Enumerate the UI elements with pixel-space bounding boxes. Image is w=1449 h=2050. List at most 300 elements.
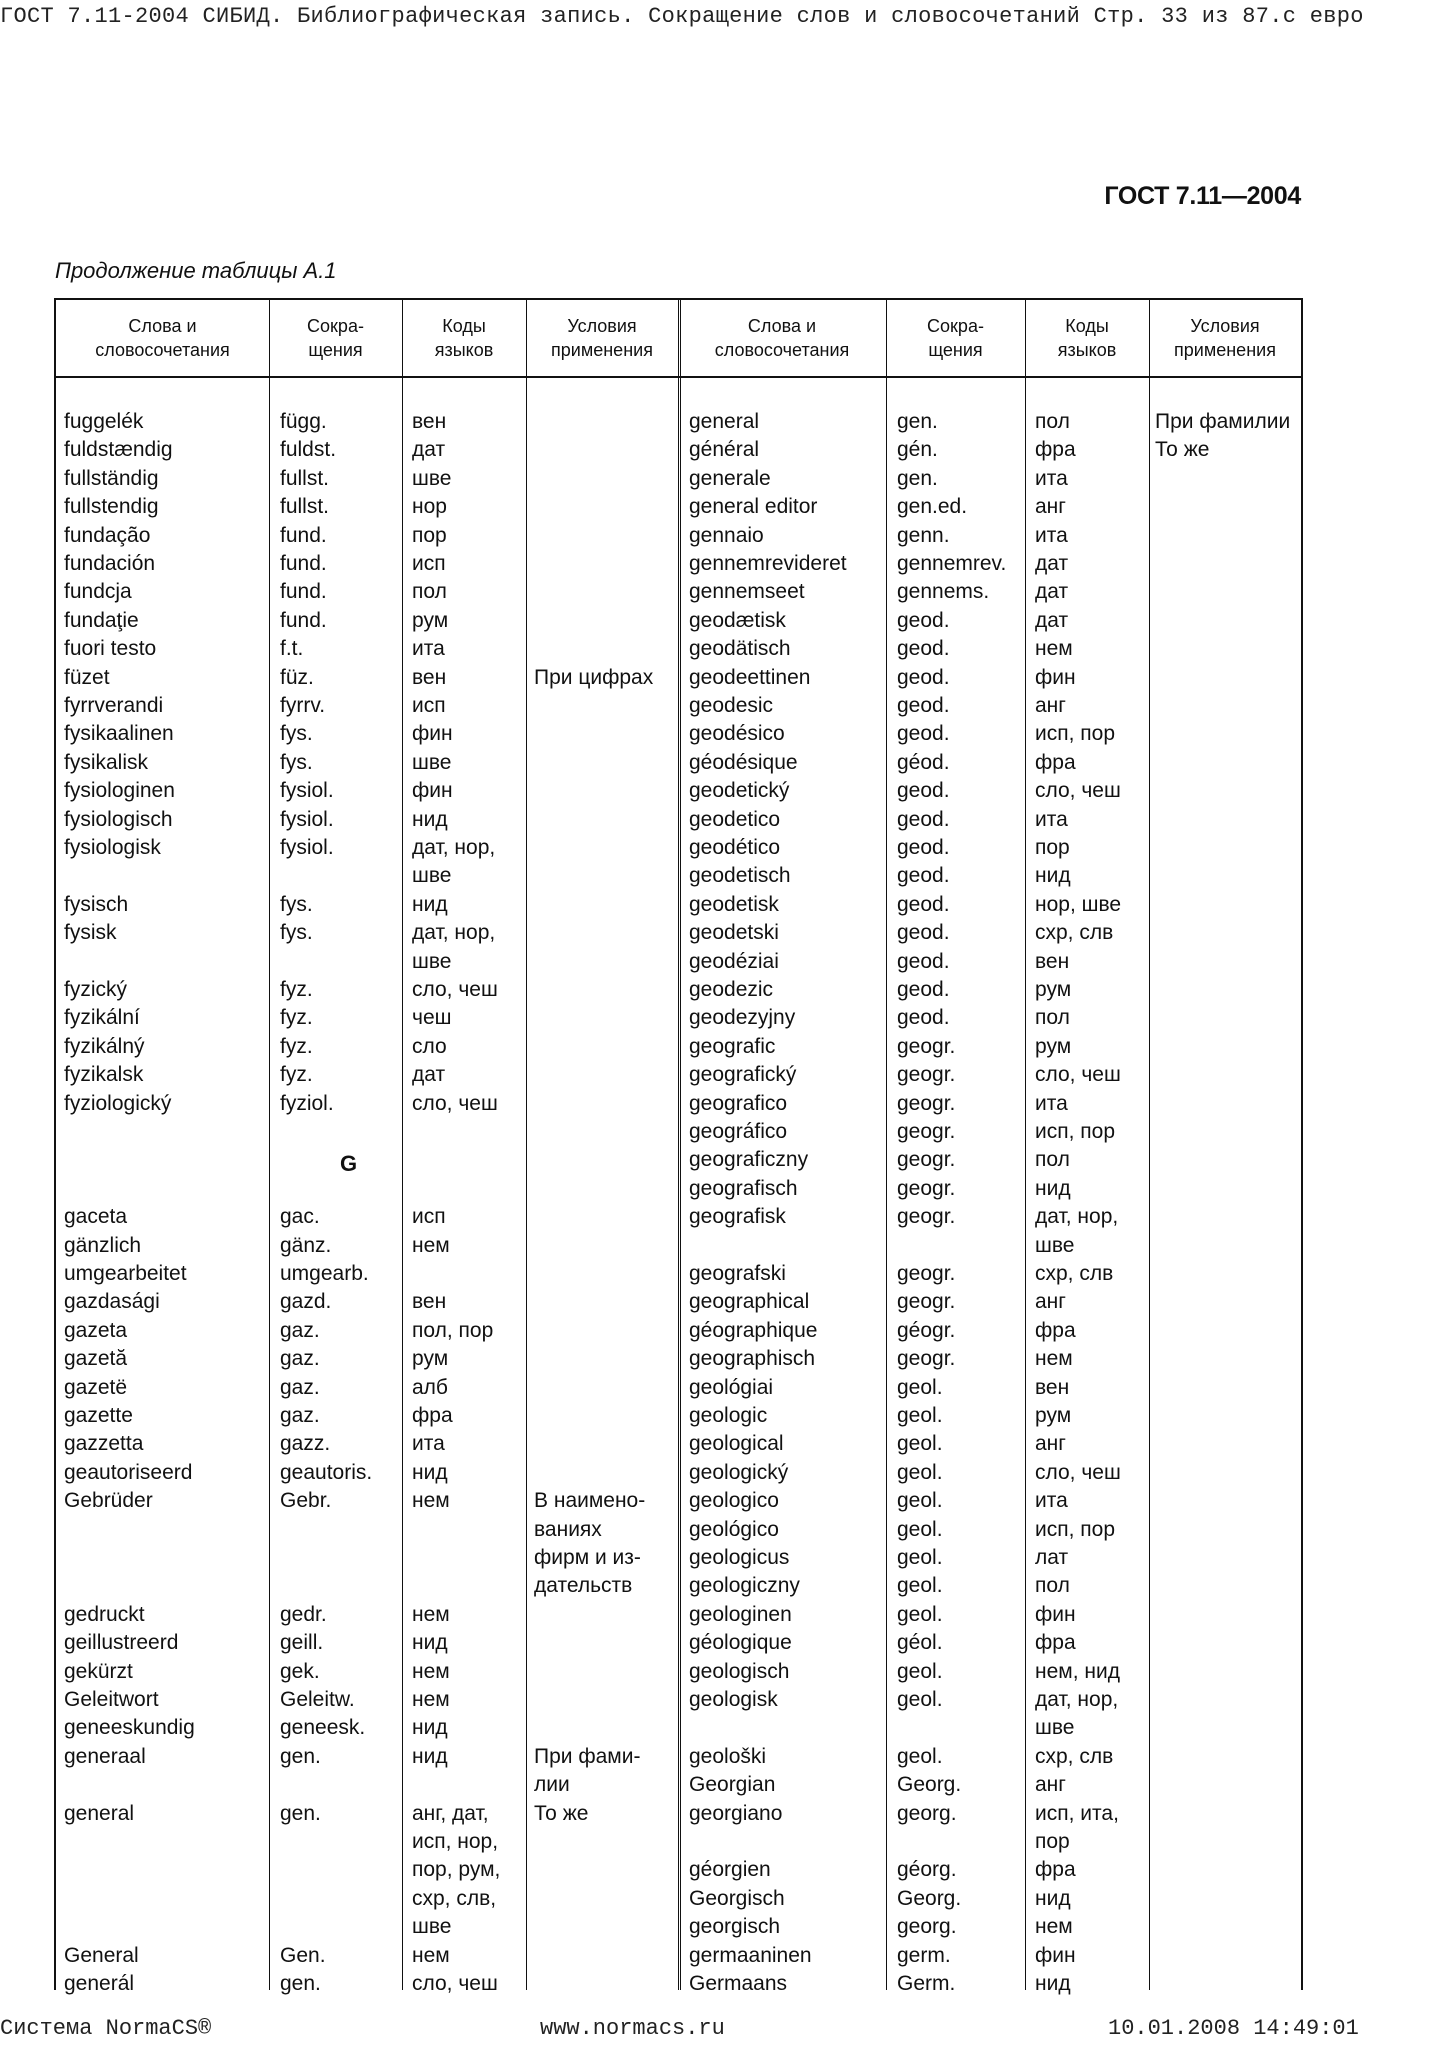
- table-cell: geodätisch: [689, 637, 791, 661]
- table-cell: fysikalisk: [64, 750, 149, 774]
- table-cell: шве: [412, 466, 452, 490]
- table-cell: рум: [1035, 1034, 1072, 1058]
- table-cell: general: [64, 1801, 135, 1825]
- table-cell: пол, пор: [412, 1318, 494, 1342]
- table-cell: géod.: [897, 750, 950, 774]
- column-divider: [526, 300, 527, 1990]
- table-cell: geogr.: [897, 1063, 956, 1087]
- table-cell: fysiol.: [280, 807, 334, 831]
- table-cell: пол: [1035, 1574, 1070, 1598]
- table-cell: fundaţie: [64, 608, 139, 632]
- table-cell: gek.: [280, 1659, 320, 1683]
- table-cell: анг, дат,: [412, 1801, 489, 1825]
- table-cell: geodeettinen: [689, 665, 811, 689]
- column-header: Слова и словосочетания: [95, 316, 230, 360]
- table-cell: fysiologisk: [64, 836, 161, 859]
- table-cell: fysikaalinen: [64, 722, 174, 746]
- table-cell: fund.: [280, 552, 327, 575]
- table-cell: fys.: [280, 921, 313, 945]
- table-cell: В наимено-: [534, 1489, 646, 1513]
- table-cell: исп, пор: [1035, 1120, 1116, 1143]
- table-cell: geodætisk: [689, 608, 786, 632]
- table-cell: исп, пор: [1035, 722, 1116, 746]
- table-cell: fyz.: [280, 1063, 313, 1087]
- table-cell: дат, нор,: [1035, 1688, 1119, 1711]
- table-cell: geographisch: [689, 1347, 816, 1371]
- table-cell: фин: [1035, 665, 1076, 689]
- table-cell: То же: [1155, 438, 1210, 462]
- table-cell: фра: [1035, 750, 1076, 774]
- section-letter-g: G: [340, 1151, 358, 1176]
- table-cell: рум: [412, 1347, 449, 1371]
- table-cell: geografic: [689, 1034, 776, 1058]
- table-cell: geogr.: [897, 1148, 956, 1172]
- table-cell: genn.: [897, 523, 950, 547]
- table-cell: фин: [1035, 1943, 1076, 1967]
- table-cell: вен: [1035, 949, 1070, 973]
- table-cell: нем, нид: [1035, 1659, 1120, 1683]
- column-divider: [402, 300, 403, 1990]
- table-cell: geográfico: [689, 1120, 788, 1143]
- table-cell: geodezic: [689, 978, 774, 1001]
- table-cell: дат: [412, 438, 446, 462]
- table-cell: generaal: [64, 1744, 146, 1768]
- table-cell: дат, нор,: [412, 921, 496, 945]
- table-cell: geologinen: [689, 1602, 792, 1626]
- table-cell: fund.: [280, 523, 327, 547]
- table-cell: Georgisch: [689, 1886, 785, 1910]
- table-cell: нем: [1035, 637, 1073, 661]
- table-cell: рум: [1035, 978, 1072, 1001]
- table-cell: geografisch: [689, 1176, 798, 1200]
- table-cell: gazzetta: [64, 1432, 144, 1456]
- table-cell: gen.: [280, 1801, 321, 1825]
- page-footer: [0, 2016, 1449, 2046]
- table-cell: geod.: [897, 722, 950, 746]
- table-cell: geologico: [689, 1489, 779, 1513]
- table-cell: geogr.: [897, 1034, 956, 1058]
- table-cell: geodéziai: [689, 949, 779, 973]
- table-cell: fullst.: [280, 466, 330, 490]
- table-cell: шве: [412, 1915, 452, 1939]
- table-cell: лии: [534, 1773, 570, 1797]
- table-cell: fuori testo: [64, 637, 157, 661]
- table-cell: фин: [1035, 1602, 1076, 1626]
- table-cell: fyz.: [280, 978, 313, 1001]
- table-cell: gennemseet: [689, 580, 805, 604]
- table-cell: анг: [1035, 495, 1066, 519]
- table-cell: анг: [1035, 1773, 1066, 1797]
- table-cell: ваниях: [534, 1517, 602, 1541]
- table-cell: geogr.: [897, 1091, 956, 1115]
- table-cell: f.t.: [280, 637, 304, 661]
- table-cell: gänzlich: [64, 1233, 142, 1257]
- table-cell: géographique: [689, 1318, 818, 1342]
- table-cell: géologique: [689, 1631, 792, 1655]
- table-cell: шве: [412, 949, 452, 973]
- table-cell: сло, чеш: [412, 1972, 498, 1995]
- table-cell: geograficzny: [689, 1148, 809, 1172]
- table-cell: фин: [412, 722, 453, 746]
- table-cell: geografisk: [689, 1205, 786, 1229]
- table-cell: geod.: [897, 864, 950, 888]
- table-cell: вен: [412, 665, 447, 689]
- table-cell: gazetë: [64, 1375, 128, 1399]
- table-cell: fys.: [280, 722, 313, 746]
- table-cell: geol.: [897, 1659, 943, 1683]
- table-cell: исп: [412, 694, 446, 717]
- table-cell: géol.: [897, 1631, 943, 1655]
- table-cell: gen.: [280, 1744, 321, 1768]
- footer-link[interactable]: www.normacs.ru: [540, 2016, 725, 2041]
- table-cell: пол: [1035, 410, 1070, 433]
- table-cell: georg.: [897, 1801, 957, 1825]
- table-cell: gén.: [897, 438, 938, 462]
- table-cell: geod.: [897, 608, 950, 632]
- table-cell: geod.: [897, 978, 950, 1001]
- table-cell: gen.: [280, 1972, 321, 1995]
- table-cell: geológiai: [689, 1375, 774, 1399]
- table-cell: fyz.: [280, 1006, 313, 1030]
- table-cell: фирм и из-: [534, 1546, 641, 1569]
- table-cell: fuggelék: [64, 410, 144, 433]
- table-cell: вен: [1035, 1375, 1070, 1399]
- table-cell: gennaio: [689, 523, 764, 547]
- table-cell: geol.: [897, 1517, 943, 1541]
- table-cell: пор, рум,: [412, 1858, 501, 1882]
- table-cell: нем: [412, 1233, 450, 1257]
- table-cell: geol.: [897, 1404, 943, 1427]
- table-cell: ита: [412, 1432, 445, 1456]
- table-cell: gen.: [897, 466, 938, 490]
- table-cell: General: [64, 1943, 139, 1967]
- table-cell: фра: [412, 1404, 453, 1427]
- footer-left: Система NormaCS®: [0, 2016, 212, 2041]
- table-cell: Georgian: [689, 1773, 776, 1797]
- table-cell: geološki: [689, 1744, 767, 1768]
- table-cell: géorg.: [897, 1858, 957, 1882]
- table-cell: geogr.: [897, 1262, 956, 1285]
- table-cell: дат: [412, 1063, 446, 1087]
- table-cell: generale: [689, 466, 771, 490]
- table-cell: Geleitw.: [280, 1688, 355, 1711]
- table-cell: geol.: [897, 1375, 943, 1399]
- table-cell: fundcja: [64, 580, 132, 604]
- table-cell: рум: [1035, 1404, 1072, 1427]
- table-cell: gazd.: [280, 1290, 332, 1314]
- table-cell: geod.: [897, 836, 950, 859]
- table-cell: gen.ed.: [897, 495, 968, 519]
- table-cell: алб: [412, 1375, 448, 1399]
- table-cell: géorgien: [689, 1858, 771, 1882]
- table-cell: geol.: [897, 1489, 943, 1513]
- table-cell: fys.: [280, 750, 313, 774]
- table-cell: geogr.: [897, 1347, 956, 1371]
- table-cell: gazdasági: [64, 1290, 160, 1314]
- table-cell: geillustreerd: [64, 1631, 179, 1655]
- table-cell: дат: [1035, 608, 1069, 632]
- table-cell: gedruckt: [64, 1602, 145, 1626]
- table-cell: вен: [412, 410, 447, 433]
- table-cell: fullständig: [64, 466, 159, 490]
- table-cell: При фамилии: [1155, 410, 1291, 433]
- table-cell: gaz.: [280, 1318, 320, 1342]
- table-cell: сло, чеш: [1035, 1063, 1121, 1087]
- table-cell: general: [689, 410, 760, 433]
- table-cell: сло: [412, 1034, 447, 1058]
- table-cell: geod.: [897, 807, 950, 831]
- table-cell: исп, ита,: [1035, 1801, 1119, 1825]
- table-cell: geod.: [897, 949, 950, 973]
- table-cell: geod.: [897, 892, 950, 916]
- table-cell: geologisch: [689, 1659, 790, 1683]
- table-cell: fysisch: [64, 892, 129, 916]
- column-header: Сокра- щения: [927, 316, 984, 360]
- table-cell: fyrrv.: [280, 694, 326, 717]
- table-cell: пол: [1035, 1006, 1070, 1030]
- table-cell: схр, слв: [1035, 921, 1114, 945]
- table-cell: При цифрах: [534, 665, 654, 689]
- table-cell: рум: [412, 608, 449, 632]
- table-cell: gac.: [280, 1205, 320, 1229]
- table-cell: geogr.: [897, 1205, 956, 1229]
- table-cell: geological: [689, 1432, 784, 1456]
- table-cell: То же: [534, 1801, 589, 1825]
- table-cell: Gebr.: [280, 1489, 332, 1513]
- table-cell: нем: [412, 1602, 450, 1626]
- table-cell: gaz.: [280, 1347, 320, 1371]
- table-cell: шве: [1035, 1233, 1075, 1257]
- table-cell: germ.: [897, 1943, 951, 1967]
- table-cell: лат: [1035, 1546, 1069, 1569]
- table-cell: fysiologinen: [64, 779, 175, 803]
- table-cell: нем: [412, 1659, 450, 1683]
- table-cell: чеш: [412, 1006, 452, 1030]
- footer-timestamp: 10.01.2008 14:49:01: [1108, 2016, 1359, 2041]
- table-cell: Geleitwort: [64, 1688, 159, 1711]
- column-divider: [678, 300, 681, 1990]
- table-cell: germaaninen: [689, 1943, 812, 1967]
- table-caption: Продолжение таблицы А.1: [55, 258, 337, 283]
- table-cell: исп, пор: [1035, 1517, 1116, 1541]
- table-cell: georgisch: [689, 1915, 781, 1939]
- page-header: ГОСТ 7.11-2004 СИБИД. Библиографическая запись. Сокращение слов и словосочетаний Стр. 33 из 87.с евро: [0, 4, 1364, 29]
- table-cell: фра: [1035, 438, 1076, 462]
- table-cell: анг: [1035, 1290, 1066, 1314]
- table-cell: исп: [412, 552, 446, 575]
- table-cell: fyzikální: [64, 1006, 140, 1030]
- table-cell: fund.: [280, 580, 327, 604]
- table-cell: фра: [1035, 1631, 1076, 1655]
- table-cell: fuldstændig: [64, 438, 173, 462]
- table-cell: нем: [1035, 1915, 1073, 1939]
- table-cell: нид: [412, 1460, 448, 1484]
- table-cell: geod.: [897, 921, 950, 945]
- table-cell: geogr.: [897, 1176, 956, 1200]
- table-cell: фин: [412, 779, 453, 803]
- table-cell: geodésico: [689, 722, 785, 746]
- table-cell: gazz.: [280, 1432, 331, 1456]
- table-cell: geogr.: [897, 1290, 956, 1314]
- table-cell: сло, чеш: [412, 1091, 498, 1115]
- table-cell: füz.: [280, 665, 314, 689]
- table-cell: geodetico: [689, 807, 781, 831]
- table-header: [56, 300, 1301, 378]
- table-cell: дат: [1035, 552, 1069, 575]
- table-cell: generál: [64, 1972, 135, 1995]
- table-cell: geogr.: [897, 1120, 956, 1143]
- table-cell: анг: [1035, 1432, 1066, 1456]
- table-cell: нем: [1035, 1347, 1073, 1371]
- table-cell: Georg.: [897, 1773, 962, 1797]
- table-cell: geneesk.: [280, 1716, 366, 1740]
- table-cell: fund.: [280, 608, 327, 632]
- table-cell: füzet: [64, 665, 110, 689]
- table-cell: нид: [1035, 1972, 1071, 1995]
- table-cell: geológico: [689, 1517, 779, 1541]
- column-header: Условия применения: [1174, 316, 1276, 360]
- table-cell: шве: [412, 750, 452, 774]
- table-cell: сло, чеш: [1035, 779, 1121, 803]
- table-cell: géodésique: [689, 750, 798, 774]
- table-cell: нор, шве: [1035, 892, 1122, 916]
- table-cell: схр, слв: [1035, 1262, 1114, 1285]
- column-header: Коды языков: [434, 316, 494, 360]
- table-cell: fys.: [280, 892, 313, 916]
- table-cell: fysiol.: [280, 779, 334, 803]
- table-cell: geol.: [897, 1688, 943, 1711]
- table-cell: gen.: [897, 410, 938, 433]
- table-cell: нем: [412, 1489, 450, 1513]
- table-cell: geologic: [689, 1404, 768, 1427]
- table-cell: пол: [412, 580, 447, 604]
- table-cell: geill.: [280, 1631, 324, 1655]
- table-cell: схр, слв,: [412, 1886, 497, 1910]
- table-cell: анг: [1035, 694, 1066, 717]
- table-cell: дат: [1035, 580, 1069, 604]
- table-cell: пор: [1035, 836, 1070, 859]
- table-cell: фра: [1035, 1858, 1076, 1882]
- table-cell: geol.: [897, 1602, 943, 1626]
- table-cell: нор: [412, 495, 447, 519]
- table-cell: fyzikálný: [64, 1034, 145, 1058]
- table-cell: ита: [1035, 1091, 1068, 1115]
- table-cell: Germaans: [689, 1972, 788, 1995]
- table-cell: gennems.: [897, 580, 990, 604]
- table-cell: geautoris.: [280, 1460, 373, 1484]
- table-cell: geodetisch: [689, 864, 791, 888]
- table-cell: нид: [412, 892, 448, 916]
- table-cell: geologicus: [689, 1546, 790, 1569]
- table-cell: При фами-: [534, 1744, 641, 1768]
- table-cell: gennemrev.: [897, 552, 1007, 575]
- table-cell: geol.: [897, 1574, 943, 1598]
- table-cell: georgiano: [689, 1801, 783, 1825]
- table-cell: fysiologisch: [64, 807, 173, 831]
- table-cell: umgearb.: [280, 1262, 369, 1285]
- table-cell: geod.: [897, 637, 950, 661]
- table-cell: сло, чеш: [1035, 1460, 1121, 1484]
- table-cell: fuldst.: [280, 438, 337, 462]
- table-cell: нид: [412, 807, 448, 831]
- table-cell: geautoriseerd: [64, 1460, 193, 1484]
- table-cell: Gebrüder: [64, 1489, 153, 1513]
- table-cell: umgearbeitet: [64, 1262, 187, 1285]
- table-cell: fundación: [64, 552, 156, 575]
- table-cell: фра: [1035, 1318, 1076, 1342]
- table-cell: дат, нор,: [412, 836, 496, 859]
- table-cell: сло, чеш: [412, 978, 498, 1001]
- table-cell: geod.: [897, 779, 950, 803]
- table-cell: geodetski: [689, 921, 779, 945]
- table-cell: geol.: [897, 1744, 943, 1768]
- table-cell: gekürzt: [64, 1659, 133, 1683]
- table-cell: ита: [1035, 466, 1068, 490]
- table-cell: gazetă: [64, 1347, 128, 1371]
- table-cell: дательств: [534, 1574, 633, 1598]
- table-cell: függ.: [280, 410, 327, 433]
- table-cell: fyrrverandi: [64, 694, 164, 717]
- table-cell: fyz.: [280, 1034, 313, 1058]
- table-cell: geod.: [897, 694, 950, 717]
- table-cell: нид: [412, 1631, 448, 1655]
- table-cell: Gen.: [280, 1943, 326, 1967]
- column-divider: [269, 300, 270, 1990]
- table-cell: нид: [1035, 1176, 1071, 1200]
- table-cell: geol.: [897, 1432, 943, 1456]
- table-cell: geologický: [689, 1460, 789, 1484]
- table-cell: geol.: [897, 1460, 943, 1484]
- table-cell: ита: [1035, 807, 1068, 831]
- table-cell: geologisk: [689, 1688, 778, 1711]
- table-cell: geol.: [897, 1546, 943, 1569]
- table-cell: нем: [412, 1943, 450, 1967]
- table-cell: нид: [1035, 864, 1071, 888]
- table-cell: fyziologický: [64, 1091, 172, 1115]
- table-cell: geod.: [897, 1006, 950, 1030]
- table-cell: схр, слв: [1035, 1744, 1114, 1768]
- table-cell: geodetisk: [689, 892, 779, 916]
- column-header: Коды языков: [1057, 316, 1117, 360]
- table-cell: пор: [1035, 1830, 1070, 1853]
- table-cell: geologiczny: [689, 1574, 800, 1598]
- table-cell: geodético: [689, 836, 781, 859]
- table-cell: вен: [412, 1290, 447, 1314]
- document-code: ГОСТ 7.11—2004: [1104, 182, 1301, 210]
- abbreviation-table: [54, 298, 1303, 1995]
- table-cell: fullstendig: [64, 495, 159, 519]
- table-cell: geografický: [689, 1063, 797, 1087]
- table-cell: нем: [412, 1688, 450, 1711]
- table-cell: gedr.: [280, 1602, 327, 1626]
- table-cell: geodetický: [689, 779, 790, 803]
- table-cell: georg.: [897, 1915, 957, 1939]
- table-cell: général: [689, 438, 760, 462]
- table-cell: пол: [1035, 1148, 1070, 1172]
- table-cell: general editor: [689, 495, 818, 519]
- table-cell: нид: [412, 1744, 448, 1768]
- table-cell: шве: [412, 864, 452, 888]
- table-cell: ита: [1035, 523, 1068, 547]
- table-cell: fullst.: [280, 495, 330, 519]
- table-cell: исп, нор,: [412, 1830, 499, 1853]
- column-header: Сокра- щения: [307, 316, 364, 360]
- table-cell: пор: [412, 523, 447, 547]
- table-cell: geodesic: [689, 694, 774, 717]
- table-cell: gazette: [64, 1404, 133, 1427]
- table-cell: gazeta: [64, 1318, 128, 1342]
- table-cell: geographical: [689, 1290, 810, 1314]
